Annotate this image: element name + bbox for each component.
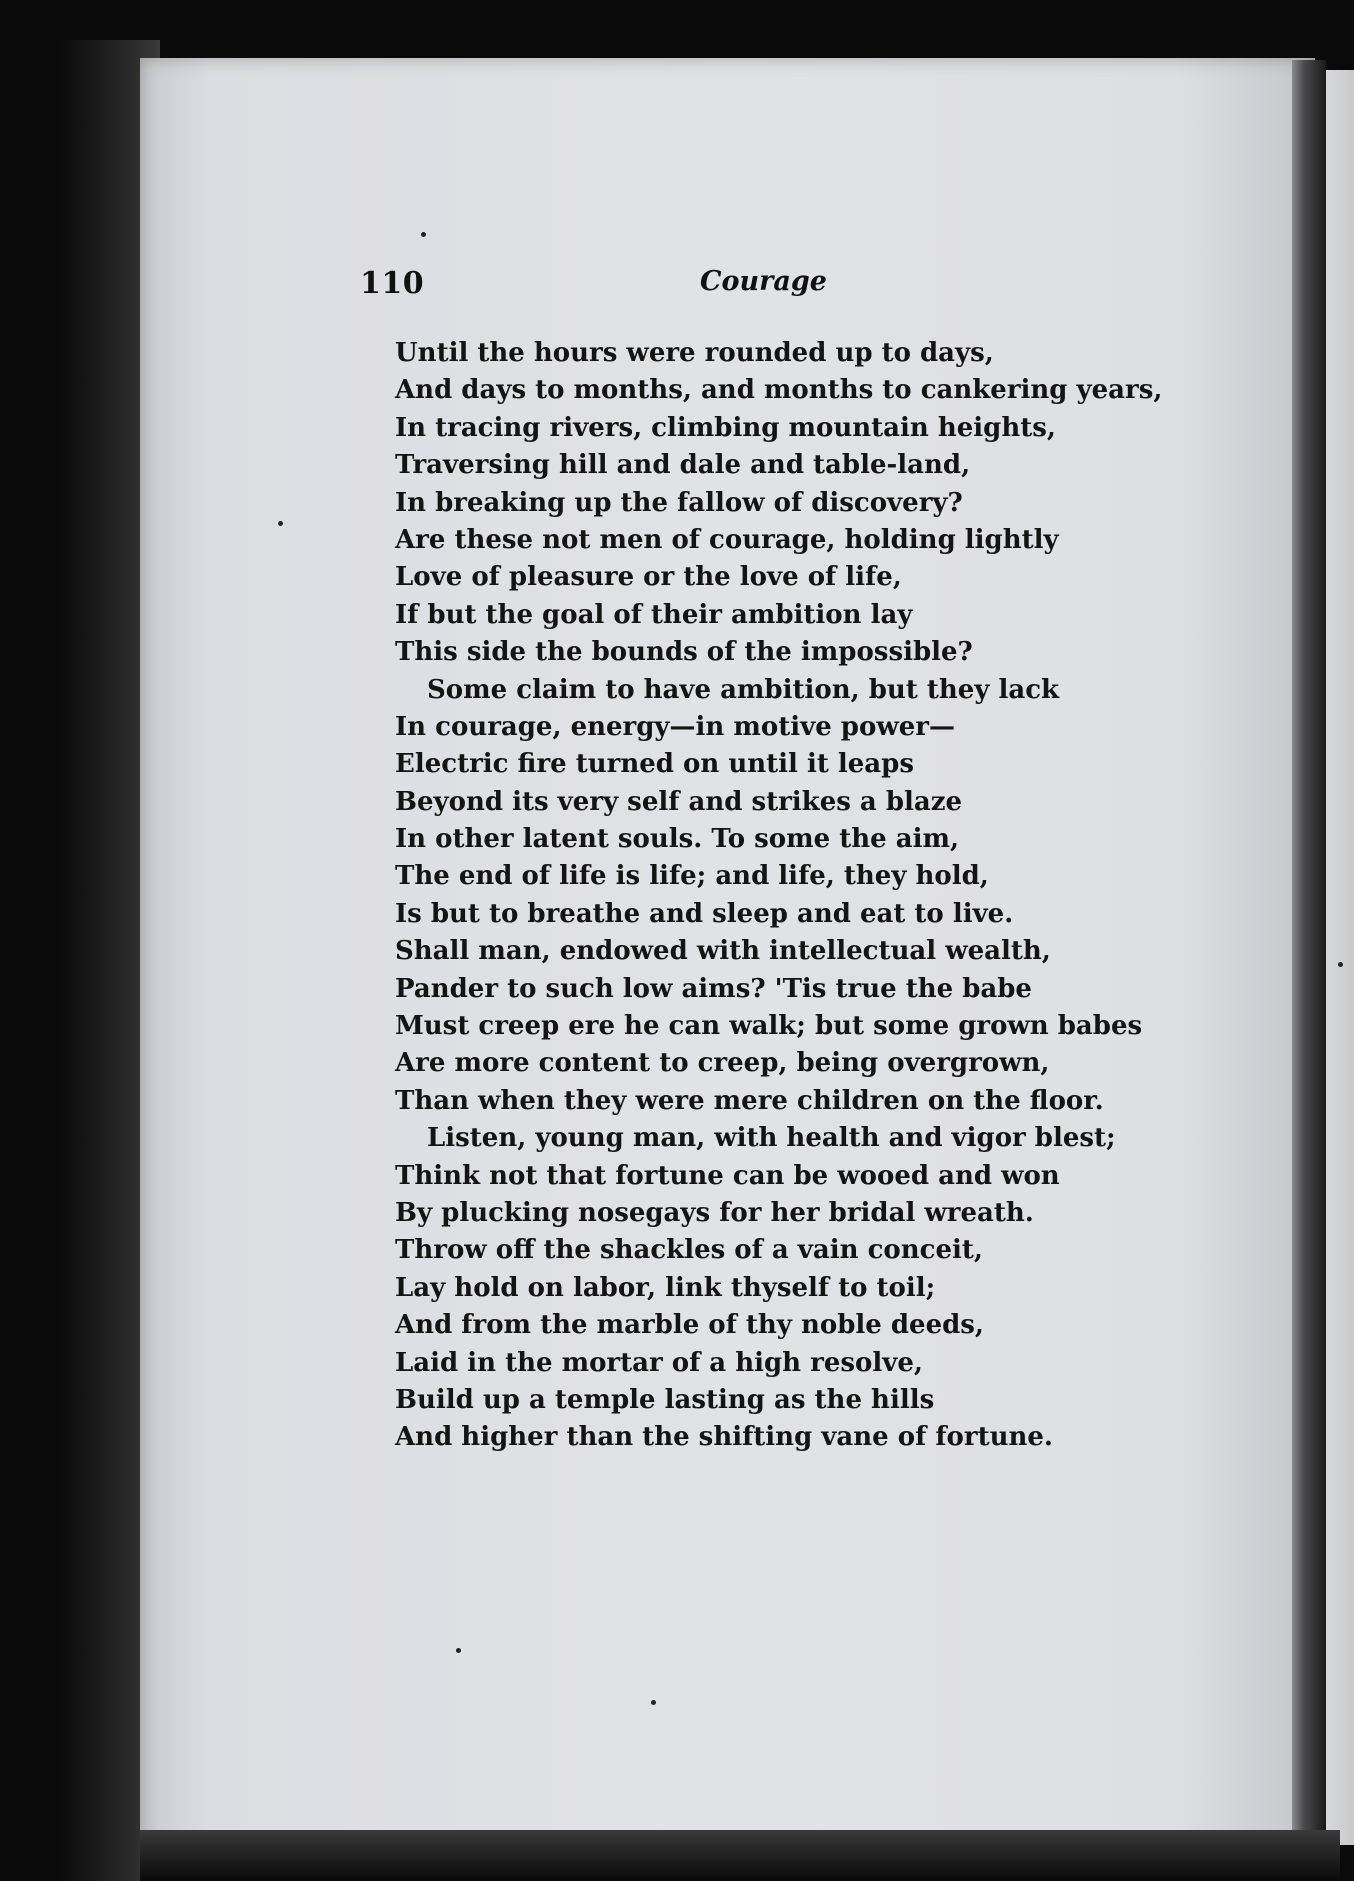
poem-line: Think not that fortune can be wooed and won bbox=[395, 1160, 1060, 1191]
poem-line: By plucking nosegays for her bridal wreath. bbox=[395, 1197, 1034, 1228]
bottom-shadow bbox=[140, 1830, 1340, 1881]
poem-line: Pander to such low aims? 'Tis true the babe bbox=[395, 973, 1032, 1004]
print-speck bbox=[651, 1700, 656, 1705]
poem-line: This side the bounds of the impossible? bbox=[395, 637, 973, 668]
poem-line: Is but to breathe and sleep and eat to live. bbox=[395, 898, 1014, 929]
poem-line: Listen, young man, with health and vigor blest; bbox=[427, 1123, 1116, 1154]
poem-line: Are these not men of courage, holding lightly bbox=[395, 524, 1059, 555]
poem-line: And higher than the shifting vane of fortune. bbox=[395, 1422, 1053, 1453]
poem-line: Are more content to creep, being overgrown, bbox=[395, 1048, 1050, 1079]
poem-line: Lay hold on labor, link thyself to toil; bbox=[395, 1272, 936, 1303]
poem-line: Than when they were mere children on the floor. bbox=[395, 1085, 1104, 1116]
poem-line: Build up a temple lasting as the hills bbox=[395, 1384, 935, 1415]
facing-page-edge bbox=[1326, 70, 1354, 1845]
page-number: 110 bbox=[360, 266, 425, 301]
poem-line: Love of pleasure or the love of life, bbox=[395, 562, 902, 593]
print-speck bbox=[421, 232, 426, 237]
page-header bbox=[360, 266, 960, 316]
poem-line: If but the goal of their ambition lay bbox=[395, 599, 913, 630]
poem-line: Until the hours were rounded up to days, bbox=[395, 338, 994, 368]
print-speck bbox=[1338, 962, 1343, 967]
poem-line: Traversing hill and dale and table-land, bbox=[395, 450, 971, 481]
poem-line: The end of life is life; and life, they hold, bbox=[395, 861, 989, 892]
print-speck bbox=[456, 1648, 461, 1653]
poem-line: In breaking up the fallow of discovery? bbox=[395, 487, 963, 518]
poem-line: Laid in the mortar of a high resolve, bbox=[395, 1347, 923, 1378]
running-head: Courage bbox=[700, 266, 827, 297]
poem-text bbox=[395, 335, 1275, 1457]
poem-line: Must creep ere he can walk; but some grown babes bbox=[395, 1011, 1143, 1042]
poem-line: In tracing rivers, climbing mountain heights, bbox=[395, 412, 1056, 443]
poem-line: And days to months, and months to cankering years, bbox=[395, 375, 1163, 406]
poem-line: Electric fire turned on until it leaps bbox=[395, 749, 914, 780]
print-speck bbox=[278, 521, 283, 526]
poem-line: In courage, energy—in motive power— bbox=[395, 711, 955, 742]
page-gutter-shadow bbox=[1292, 60, 1326, 1850]
poem-line: And from the marble of thy noble deeds, bbox=[395, 1310, 984, 1341]
poem-line: Beyond its very self and strikes a blaze bbox=[395, 786, 963, 817]
poem-line: In other latent souls. To some the aim, bbox=[395, 824, 960, 855]
poem-line: Some claim to have ambition, but they lack bbox=[427, 674, 1060, 705]
poem-line: Throw off the shackles of a vain conceit, bbox=[395, 1235, 983, 1266]
poem-line: Shall man, endowed with intellectual wealth, bbox=[395, 936, 1051, 967]
